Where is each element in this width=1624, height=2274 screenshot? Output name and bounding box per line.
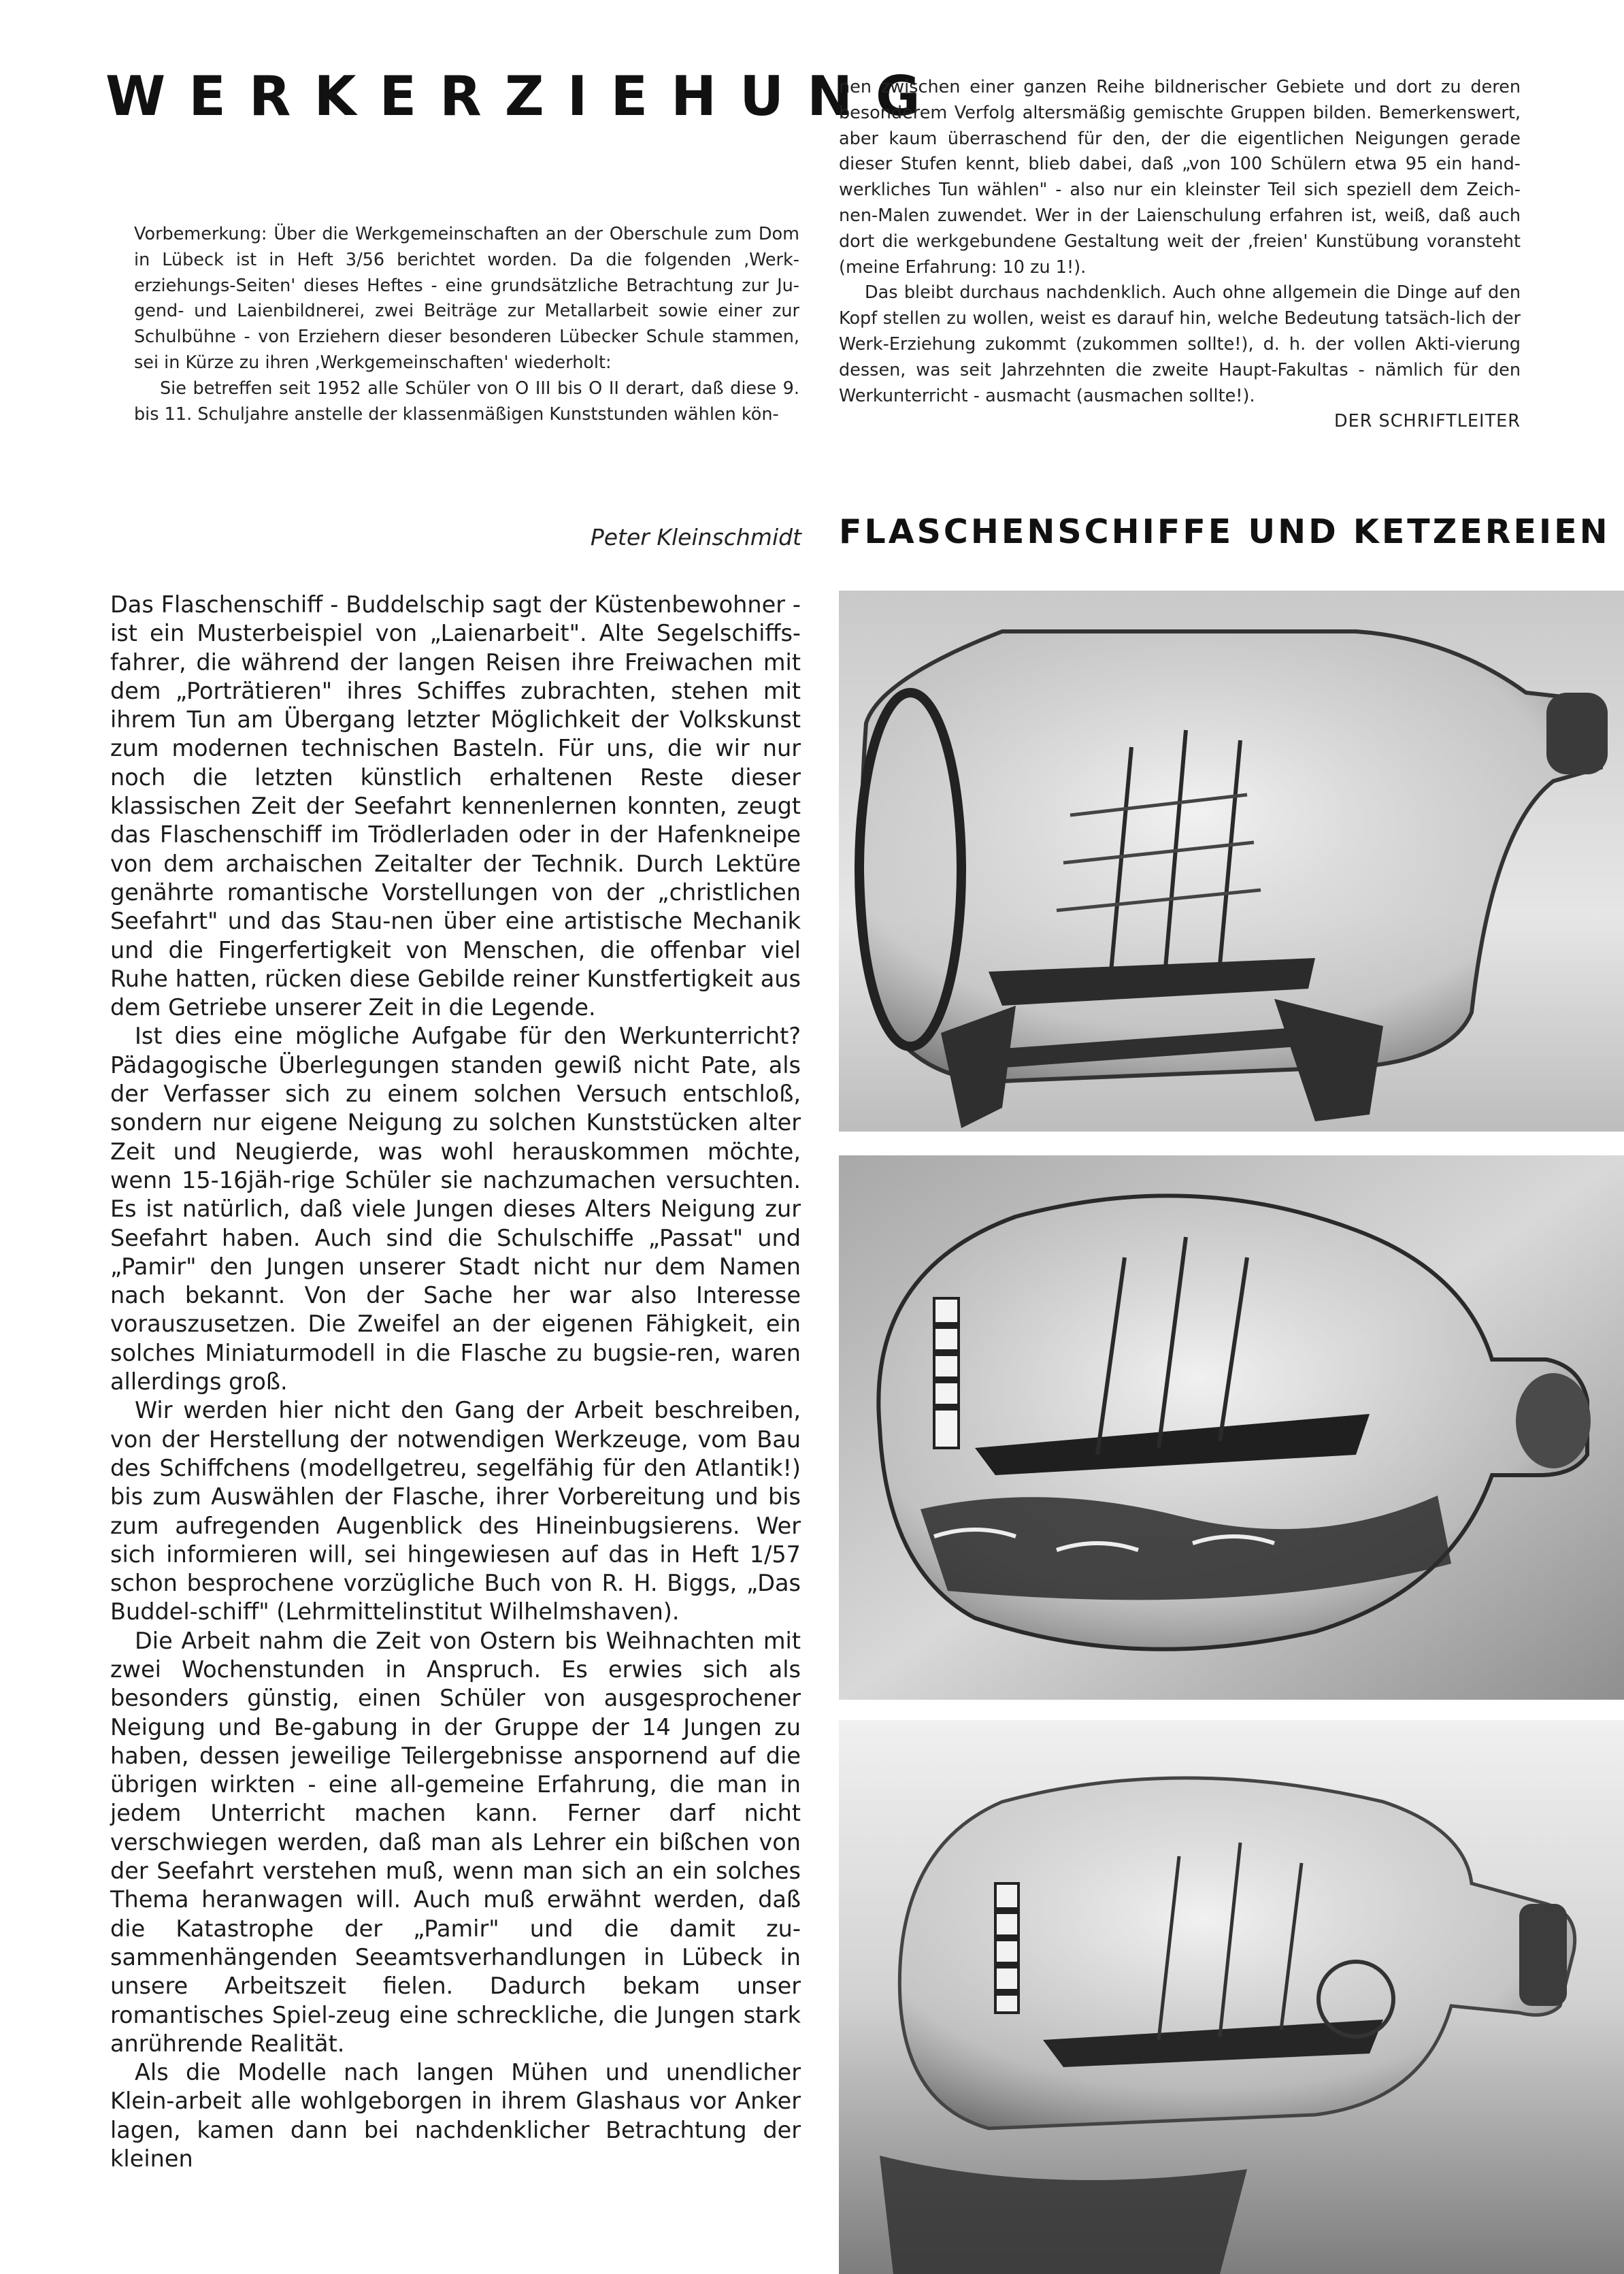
intro-note-right [839,75,1521,435]
photo-bottle-ship-1 [839,591,1624,1132]
body-paragraph: Die Arbeit nahm die Zeit von Ostern bis Weihnachten mit zwei Wochenstunden in Anspruch. Es erwies sich als besonders günstig, einen Schüler von ausgesprochener Neigung und Be-gabung in der Gruppe der 14 Jungen zu haben, dessen jeweilige Teilergebnisse anspornend auf die übrigen wirkten - eine all-gemeine Erfahrung, die man in jedem Unterricht machen kann. Ferner darf nicht verschwiegen werden, daß man als Lehrer ein bißchen von der Seefahrt verstehen muß, wenn man sich an ein solches Thema heranwagen will. Auch muß erwähnt werden, daß die Katastrophe der „Pamir" und die damit zu-sammenhängenden Seeamtsverhandlungen in Lübeck in unsere Arbeitszeit fielen. Dadurch bekam unser romantisches Spiel-zeug eine schreckliche, die Jungen stark anrührende Realität. [110,1627,801,2057]
article-author: Peter Kleinschmidt [590,524,801,550]
photo-bottle-ship-2 [839,1155,1624,1700]
article-body [110,591,801,2173]
intro-paragraph: Vorbemerkung: Über die Werkgemeinschaften an der Oberschule zum Dom in Lübeck ist in Heft 3/56 berichtet worden. Da die folgenden ‚Werk-erziehungs-Seiten' dieses Heftes - eine grundsätzliche Betrachtung zur Ju-gend- und Laienbildnerei, zwei Beiträge zur Metallarbeit sowie einer zur Schulbühne - von Erziehern dieser besonderen Lübecker Schule stammen, sei in Kürze zu ihren ‚Werkgemeinschaften' wiederholt: [134,224,799,373]
intro-note-left [134,222,799,427]
body-paragraph: Als die Modelle nach langen Mühen und unendlicher Klein-arbeit alle wohlgeborgen in ihrem Glashaus vor Anker lagen, kamen dann bei nachdenklicher Betrachtung der kleinen [110,2059,801,2173]
intro-paragraph: nen zwischen einer ganzen Reihe bildnerischer Gebiete und dort zu deren besonderem Verfolg altersmäßig gemischte Gruppen bilden. Bemerkenswert, aber kaum überraschend für den, der die eigentlichen Neigungen gerade dieser Stufen kennt, blieb dabei, daß „von 100 Schülern etwa 95 ein hand-werkliches Tun wählen" - also nur ein kleinster Teil sich speziell dem Zeich-nen-Malen zuwendet. Wer in der Laienschulung erfahren ist, weiß, daß auch dort die werkgebundene Gestaltung weit der ‚freien' Kunstübung voransteht (meine Erfahrung: 10 zu 1!). [839,77,1521,278]
article-title: FLASCHENSCHIFFE UND KETZEREIEN [839,512,1610,551]
intro-paragraph: Sie betreffen seit 1952 alle Schüler von O III bis O II derart, daß diese 9. bis 11. Schuljahre anstelle der klassenmäßigen Kunststunden wählen kön- [134,378,799,425]
body-paragraph: Das Flaschenschiff - Buddelschip sagt der Küstenbewohner - ist ein Musterbeispiel von „Laienarbeit". Alte Segelschiffs-fahrer, die während der langen Reisen ihre Freiwachen mit dem „Porträtieren" ihres Schiffes zubrachten, stehen mit ihrem Tun am Übergang letzter Möglichkeit der Volkskunst zum modernen technischen Basteln. Für uns, die wir nur noch die letzten künstlich erhaltenen Reste dieser klassischen Zeit der Seefahrt kennenlernen konnten, zeugt das Flaschenschiff im Trödlerladen oder in der Hafenkneipe von dem archaischen Zeitalter der Technik. Durch Lektüre genährte romantische Vorstellungen von der „christlichen Seefahrt" und das Stau-nen über eine artistische Mechanik und die Fingerfertigkeit von Menschen, die offenbar viel Ruhe hatten, rücken diese Gebilde reiner Kunstfertigkeit aus dem Getriebe unserer Zeit in die Legende. [110,591,801,1021]
intro-paragraph: Das bleibt durchaus nachdenklich. Auch ohne allgemein die Dinge auf den Kopf stellen zu wollen, weist es darauf hin, welche Bedeutung tatsäch-lich der Werk-Erziehung zukommt (zukommen sollte!), d. h. der vollen Akti-vierung dessen, was seit Jahrzehnten die zweite Haupt-Fakultas - nämlich für den Werkunterricht - ausmacht (ausmachen sollte!). [839,282,1521,406]
photo-column [839,591,1624,2274]
section-title: WERKERZIEHUNG [105,65,944,128]
body-paragraph: Wir werden hier nicht den Gang der Arbeit beschreiben, von der Herstellung der notwendigen Werkzeuge, vom Bau des Schiffchens (modellgetreu, segelfähig für den Atlantik!) bis zum Auswählen der Flasche, ihrer Vorbereitung und bis zum aufregenden Augenblick des Hineinbugsierens. Wer sich informieren will, sei hingewiesen auf das in Heft 1/57 schon besprochene vorzügliche Buch von R. H. Biggs, „Das Buddel-schiff" (Lehrmittelinstitut Wilhelmshaven). [110,1397,801,1626]
body-paragraph: Ist dies eine mögliche Aufgabe für den Werkunterricht? Pädagogische Überlegungen standen gewiß nicht Pate, als der Verfasser sich zu einem solchen Versuch entschloß, sondern nur eigene Neigung zu solchen Kunststücken alter Zeit und Neugierde, was wohl herauskommen möchte, wenn 15-16jäh-rige Schüler sie nachzumachen versuchten. Es ist natürlich, daß viele Jungen dieses Alters Neigung zur Seefahrt haben. Auch sind die Schulschiffe „Passat" und „Pamir" den Jungen unserer Stadt nicht nur dem Namen nach bekannt. Von der Sache her war also Interesse vorauszusetzen. Die Zweifel an der eigenen Fähigkeit, ein solches Miniaturmodell in die Flasche zu bugsie-ren, waren allerdings groß. [110,1023,801,1396]
editor-signature: DER SCHRIFTLEITER [1333,411,1521,432]
photo-bottle-ship-3 [839,1720,1624,2274]
